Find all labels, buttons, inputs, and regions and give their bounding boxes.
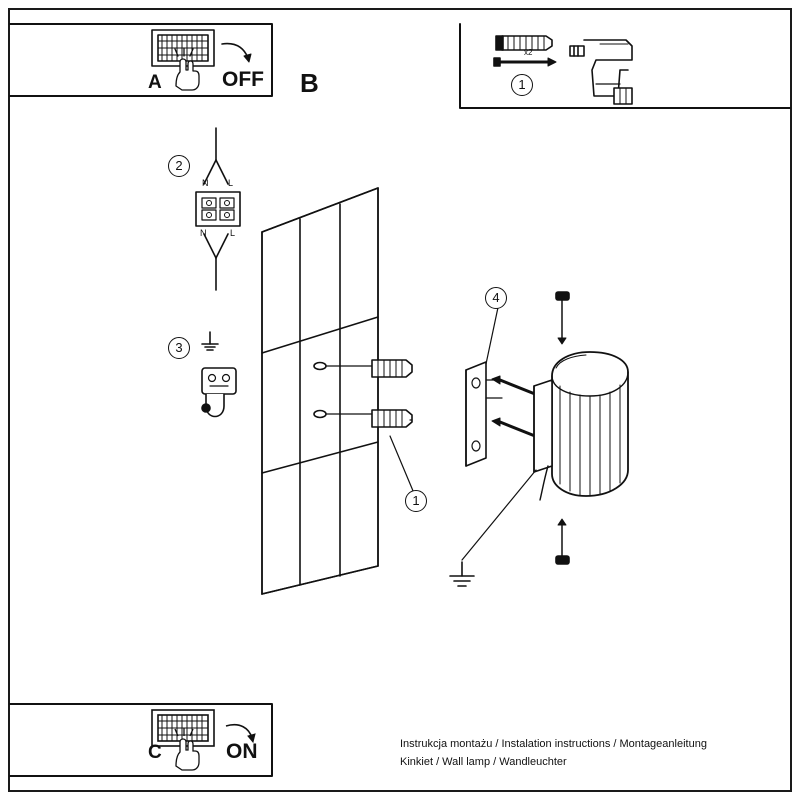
wall-plug-lower: [372, 410, 412, 427]
screw-icon: [494, 58, 556, 66]
terminal-block-icon: [196, 128, 240, 290]
power-drill-icon: [570, 40, 632, 104]
lamp-body: [552, 352, 628, 496]
wall-tiles: [262, 188, 378, 594]
step-badge-3-earth: 3: [168, 337, 190, 359]
lamp-cable: [540, 466, 548, 500]
earth-symbol-step3: [202, 332, 218, 350]
earth-symbol-main: [450, 562, 474, 586]
wall-plug-upper: [372, 360, 412, 377]
terminal-label-top-n: N: [202, 178, 209, 188]
lamp-back-collar: [534, 380, 552, 472]
footer-line-2: Kinkiet / Wall lamp / Wandleuchter: [400, 756, 567, 768]
step-badge-4-mount: 4: [485, 287, 507, 309]
off-arrow-icon: [222, 44, 251, 62]
step-badge-1-drill: 1: [511, 74, 533, 96]
footer-line-1: Instrukcja montażu / Instalation instructions / Montageanleitung: [400, 738, 707, 750]
terminal-label-bottom-l: L: [230, 228, 236, 238]
panel-letter-c: C: [148, 742, 162, 763]
step-badge-2-terminal: 2: [168, 155, 190, 177]
step-badge-1-wall: 1: [405, 490, 427, 512]
plug-icon-step3: [202, 368, 236, 417]
terminal-label-top-l: L: [228, 178, 234, 188]
terminal-label-bottom-n: N: [200, 228, 207, 238]
switch-state-on-label: ON: [226, 740, 258, 763]
wall-plug-quantity-label: x2: [524, 48, 533, 57]
set-screw-top: [556, 292, 569, 344]
panel-letter-a: A: [148, 72, 162, 93]
switch-state-off-label: OFF: [222, 68, 264, 91]
panel-letter-b: B: [300, 68, 319, 98]
set-screw-bottom: [556, 519, 569, 564]
